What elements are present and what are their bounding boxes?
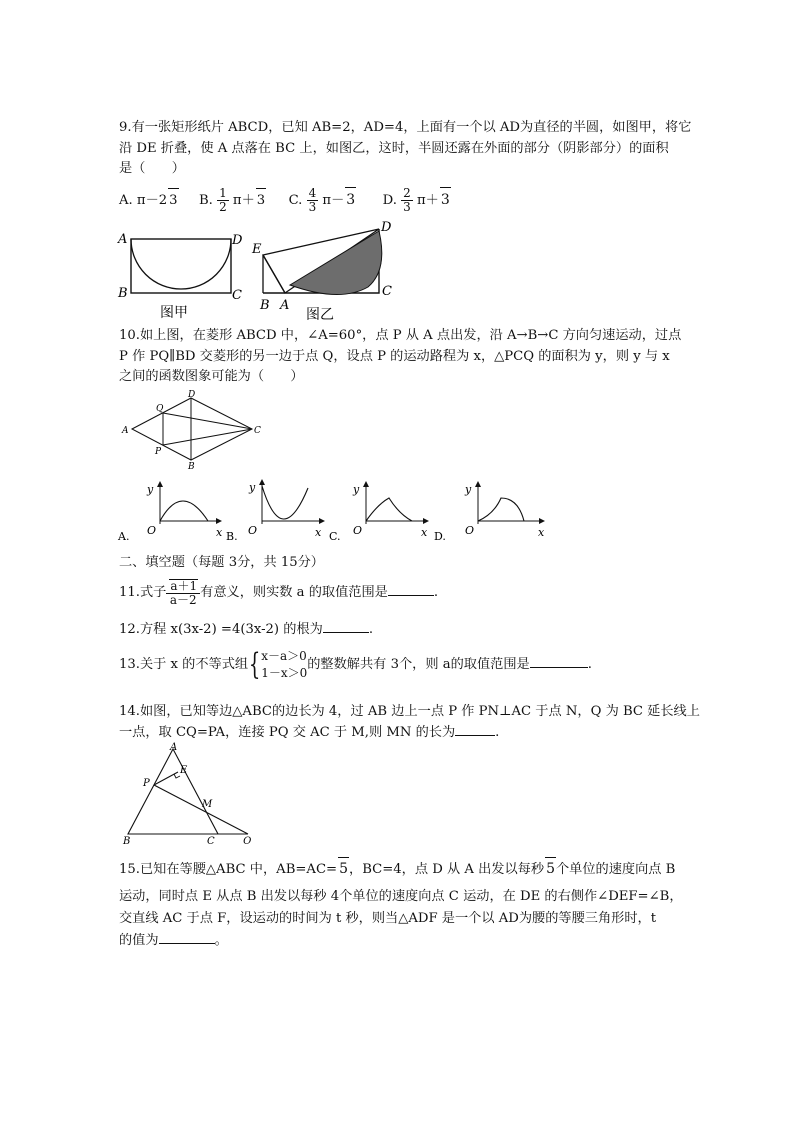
q13-answer-blank[interactable] xyxy=(530,655,588,668)
rhombus xyxy=(132,398,252,460)
rhombus-label-p: P xyxy=(155,447,162,457)
jia-label-d: D xyxy=(232,233,243,248)
q15-line4: 的值为 。 xyxy=(119,933,228,948)
yi-label-d: D xyxy=(381,220,392,235)
graph-a-y: y xyxy=(147,483,154,496)
rhombus-label-d: D xyxy=(188,390,196,400)
q10-rhombus-figure xyxy=(118,388,268,470)
q9-options xyxy=(119,187,451,214)
q15-line3: 交直线 AC 于点 F，设运动的时间为 t 秒，则当△ADF 是一个以 AD为腰的等腰三角形时，t xyxy=(119,911,657,926)
graph-b-x: x xyxy=(315,526,322,539)
q14-triangle-figure xyxy=(118,740,268,844)
yi-label-b: B xyxy=(260,298,270,313)
graph-a-curve xyxy=(160,501,208,521)
graph-d-curve xyxy=(478,498,524,521)
q11-answer-blank[interactable] xyxy=(388,583,434,596)
graph-a-o: O xyxy=(147,524,157,537)
q9-option-a: A. π－2 3 xyxy=(119,193,183,208)
jia-label-b: B xyxy=(118,286,128,301)
tri-label-p: P xyxy=(143,778,150,789)
graph-d-label: D. xyxy=(434,530,446,542)
jia-label-a: A xyxy=(118,232,128,247)
graph-c-x: x xyxy=(421,526,428,539)
graph-c-curve xyxy=(366,498,412,521)
rhombus-label-q: Q xyxy=(156,404,164,414)
graph-b xyxy=(226,480,324,542)
q9-line1: 9.有一张矩形纸片 ABCD，已知 AB=2，AD=4，上面有一个以 AD为直径的半圆，如图甲，将它 xyxy=(119,120,692,135)
q9-option-c: C. $\frac{4}{3}$ π－ 3 xyxy=(288,186,356,214)
q9-line3: 是（ ） xyxy=(119,161,185,176)
graph-d-x: x xyxy=(538,526,545,539)
q11: 11.式子 $\frac{a+1}{a-2}$ 有意义，则实数 a 的取值范围是 . xyxy=(119,578,439,607)
rhombus-label-c: C xyxy=(254,426,261,436)
q10-line3: 之间的函数图象可能为（ ） xyxy=(119,369,304,384)
tri-label-c: C xyxy=(207,836,215,844)
graph-d-y: y xyxy=(465,483,472,496)
graph-d-o: O xyxy=(465,524,475,537)
graph-a-label: A. xyxy=(118,530,130,542)
jia-caption: 图甲 xyxy=(160,305,188,320)
yi-caption: 图乙 xyxy=(306,307,334,320)
tri-label-a: A xyxy=(170,742,178,753)
graph-c-y: y xyxy=(353,483,360,496)
graph-a xyxy=(117,482,223,542)
section-2-title: 二、填空题（每题 3分，共 15分） xyxy=(119,555,324,570)
yi-label-a: A xyxy=(280,298,290,313)
graph-b-curve xyxy=(262,486,308,519)
graph-d xyxy=(434,482,545,542)
jia-semicircle xyxy=(131,239,231,289)
segment-pq xyxy=(154,785,248,834)
q12-answer-blank[interactable] xyxy=(323,620,369,633)
graph-c-o: O xyxy=(353,524,363,537)
rhombus-label-b: B xyxy=(188,462,195,470)
graph-a-x: x xyxy=(216,526,223,539)
tri-label-b: B xyxy=(123,836,131,844)
q14-line1: 14.如图，已知等边△ABC的边长为 4，过 AB 边上一点 P 作 PN⊥AC 于点 N，Q 为 BC 延长线上 xyxy=(119,704,700,719)
q14-line2: 一点，取 CQ=PA，连接 PQ 交 AC 于 M,则 MN 的长为 . xyxy=(119,725,500,740)
tri-label-q: Q xyxy=(243,836,252,844)
q9-figure-yi xyxy=(250,215,400,320)
tri-label-m: M xyxy=(202,799,213,810)
q12: 12.方程 x(3x-2) =4(3x-2) 的根为 . xyxy=(119,622,374,637)
q10-line1: 10.如上图，在菱形 ABCD 中，∠A=60°，点 P 从 A 点出发，沿 A→B→C 方向匀速运动，过点 xyxy=(119,328,682,343)
q9-option-d: D. $\frac{2}{3}$ π＋ 3 xyxy=(382,186,450,214)
jia-rectangle xyxy=(131,239,231,293)
q14-answer-blank[interactable] xyxy=(455,723,495,736)
q13: 13.关于 x 的不等式组 { x－a＞0 1－x＞0 的整数解共有 3个，则 a的取值范围是 . xyxy=(119,646,592,682)
graph-b-o: O xyxy=(248,524,258,537)
q15-line2: 运动，同时点 E 从点 B 出发以每秒 4个单位的速度向点 C 运动，在 DE 的右侧作∠DEF=∠B， xyxy=(119,889,683,904)
tri-label-e: E xyxy=(180,765,188,776)
jia-label-c: C xyxy=(232,288,242,303)
yi-label-e: E xyxy=(252,242,262,257)
q15-line1: 15.已知在等腰△ABC 中，AB=AC= 5，BC=4，点 D 从 A 出发以每秒 5个单位的速度向点 B xyxy=(119,857,675,881)
yi-label-c: C xyxy=(382,284,392,299)
q9-line2: 沿 DE 折叠，使 A 点落在 BC 上，如图乙，这时，半圆还露在外面的部分（阴影部分）的面积 xyxy=(119,141,669,156)
triangle-abc xyxy=(128,749,218,834)
q9-figure-jia xyxy=(116,225,256,320)
q10-line2: P 作 PQ∥BD 交菱形的另一边于点 Q，设点 P 的运动路程为 x，△PCQ 的面积为 y，则 y 与 x xyxy=(119,349,670,364)
q10-graph-options xyxy=(116,476,556,542)
graph-c-label: C. xyxy=(329,530,341,542)
q9-option-b: B. $\frac{1}{2}$ π＋ 3 xyxy=(198,186,266,214)
graph-b-y: y xyxy=(249,481,256,494)
graph-b-label: B. xyxy=(226,530,238,542)
yi-shaded-region xyxy=(290,231,382,295)
q15-answer-blank[interactable] xyxy=(159,931,215,944)
rhombus-label-a: A xyxy=(122,426,129,436)
graph-c xyxy=(329,482,428,542)
